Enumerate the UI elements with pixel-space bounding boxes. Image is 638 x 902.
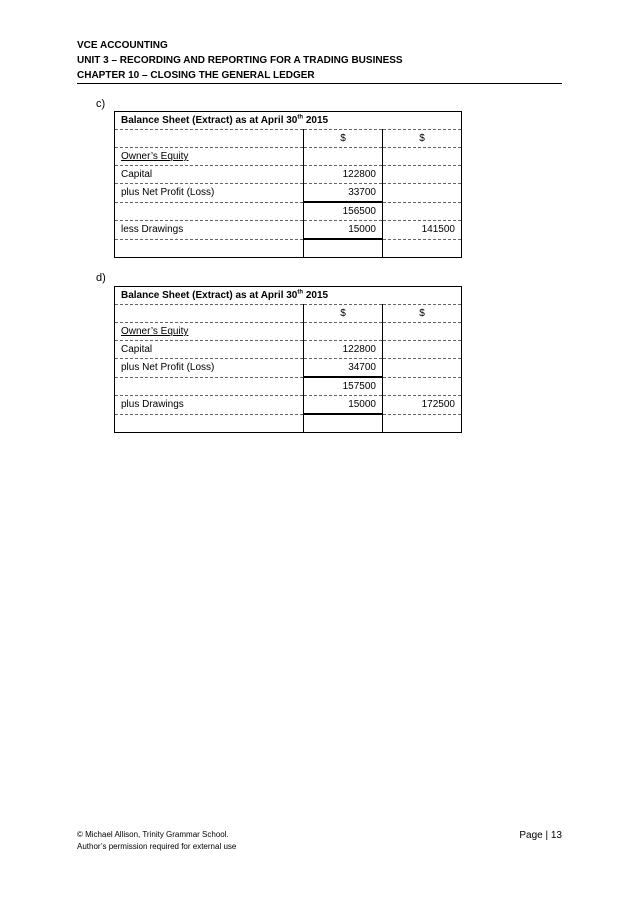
table-cell [304,323,383,341]
page-number: Page | 13 [519,830,562,841]
table-row [115,221,462,240]
subtotal-value: 157500 [304,377,383,396]
column-header: $ [304,305,383,323]
table-cell [304,148,383,166]
table-cell [115,202,304,221]
table-cell [115,239,304,258]
table-cell [115,377,304,396]
table-row [115,414,462,433]
net-profit-label: plus Net Profit (Loss) [115,359,304,378]
header-divider [77,83,562,84]
net-profit-label: plus Net Profit (Loss) [115,184,304,203]
header-subject: VCE ACCOUNTING [77,40,168,51]
section-heading: Owner’s Equity [115,148,304,166]
table-row [115,341,462,359]
column-header: $ [383,305,462,323]
table-cell [383,148,462,166]
table-row [115,359,462,378]
capital-label: Capital [115,166,304,184]
table-cell [383,414,462,433]
table-row [115,130,462,148]
table-row [115,148,462,166]
table-cell [383,239,462,258]
table-cell [383,166,462,184]
table-row [115,323,462,341]
subtotal-value: 156500 [304,202,383,221]
column-header: $ [383,130,462,148]
table-cell [383,323,462,341]
table-cell [304,414,383,433]
total-value: 172500 [383,396,462,415]
drawings-value: 15000 [304,396,383,415]
copyright-text: © Michael Allison, Trinity Grammar School. [77,830,229,839]
balance-sheet-title: Balance Sheet (Extract) as at April 30th 2015 [115,287,462,305]
table-cell [115,414,304,433]
permission-text: Author’s permission required for external use [77,842,237,851]
header-unit: UNIT 3 – RECORDING AND REPORTING FOR A TRADING BUSINESS [77,55,403,66]
part-d-label: d) [96,272,106,284]
table-cell [383,202,462,221]
table-row [115,112,462,130]
table-row [115,166,462,184]
net-profit-value: 33700 [304,184,383,203]
table-row [115,239,462,258]
section-heading: Owner’s Equity [115,323,304,341]
table-cell [115,130,304,148]
table-cell [115,305,304,323]
capital-label: Capital [115,341,304,359]
total-value: 141500 [383,221,462,240]
table-row [115,377,462,396]
table-cell [383,184,462,203]
balance-sheet-c [114,111,462,258]
table-row [115,202,462,221]
part-c-label: c) [96,98,106,110]
table-cell [383,359,462,378]
balance-sheet-title: Balance Sheet (Extract) as at April 30th 2015 [115,112,462,130]
table-cell [304,239,383,258]
balance-sheet-d [114,286,462,433]
net-profit-value: 34700 [304,359,383,378]
column-header: $ [304,130,383,148]
drawings-label: less Drawings [115,221,304,240]
table-row [115,184,462,203]
table-cell [383,341,462,359]
table-row [115,305,462,323]
header-chapter: CHAPTER 10 – CLOSING THE GENERAL LEDGER [77,70,315,81]
drawings-value: 15000 [304,221,383,240]
capital-value: 122800 [304,166,383,184]
table-row [115,396,462,415]
footer-copyright [77,829,236,853]
table-cell [383,377,462,396]
drawings-label: plus Drawings [115,396,304,415]
table-row [115,287,462,305]
capital-value: 122800 [304,341,383,359]
document-header [77,38,562,83]
